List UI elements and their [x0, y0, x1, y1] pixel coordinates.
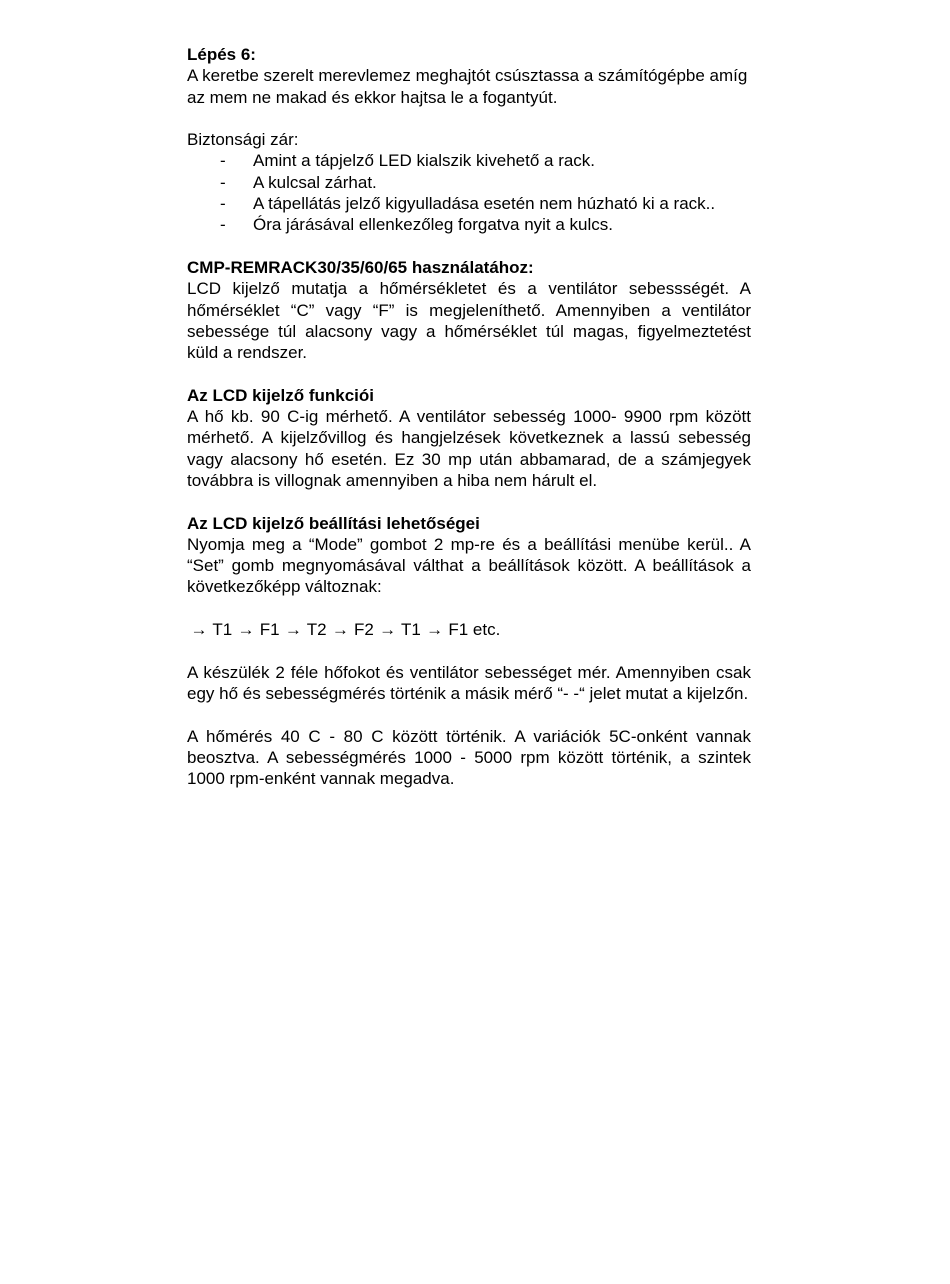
- lock-list-item: [187, 193, 751, 214]
- dash-bullet: -: [220, 172, 226, 192]
- ranges-text: A hőmérés 40 C - 80 C között történik. A variációk 5C-onként vannak beosztva. A sebességmérés 1000 - 5000 rpm között történik, a szintek 1000 rpm-enként vannak megadva.: [187, 726, 751, 789]
- measurement-text: A készülék 2 féle hőfokot és ventilátor sebességet mér. Amennyiben csak egy hő és sebességmérés történik a másik mérő “- -“ jelet mutat a kijelzőn.: [187, 662, 751, 703]
- sequence-section: [187, 619, 751, 640]
- arrow-right-icon: →: [237, 620, 255, 640]
- measurement-section: [187, 662, 751, 705]
- lock-list-item-text: A kulcsal zárhat.: [253, 172, 377, 192]
- usage-text: LCD kijelző mutatja a hőmérsékletet és a ventilátor sebessségét. A hőmérséklet “C” vagy “F” is megjeleníthető. Amennyiben a ventilátor sebessége túl alacsony vagy a hőmérséklet túl magas, figyelmeztetést küld a rendszer.: [187, 279, 751, 363]
- sequence-step: T1: [401, 620, 421, 640]
- arrow-right-icon: →: [190, 620, 208, 640]
- ranges-section: [187, 726, 751, 790]
- lock-list-item: [187, 214, 751, 235]
- sequence-step: F2: [354, 620, 374, 640]
- lcd-settings-text: Nyomja meg a “Mode” gombot 2 mp-re és a beállítási menübe kerül.. A “Set” gomb megnyomásával válthat a beállítások között. A beállítások a következőképp változnak:: [187, 534, 751, 597]
- usage-heading: CMP-REMRACK30/35/60/65 használatához:: [187, 257, 534, 277]
- lcd-functions-text: A hő kb. 90 C-ig mérhető. A ventilátor sebesség 1000- 9900 rpm között mérhető. A kijelzővillog és hangjelzések következnek a lassú sebesség vagy alacsony hő esetén. Ez 30 mp után abbamarad, de a számjegyek továbbra is villognak amennyiben a hiba nem hárult el.: [187, 407, 751, 490]
- lock-list: [187, 150, 751, 235]
- dash-bullet: -: [220, 151, 226, 171]
- document-page: [187, 44, 751, 811]
- lock-list-item-text: A tápellátás jelző kigyulladása esetén nem húzható ki a rack..: [253, 194, 716, 214]
- sequence-step: F1: [259, 620, 280, 640]
- sequence-step: T1: [212, 620, 233, 640]
- arrow-right-icon: →: [379, 620, 397, 640]
- step6-text: A keretbe szerelt merevlemez meghajtót csúsztassa a számítógépbe amíg az mem ne makad és ekkor hajtsa le a fogantyút.: [187, 66, 748, 107]
- sequence-step: T2: [306, 620, 327, 640]
- settings-sequence: [187, 619, 751, 640]
- lock-list-item: [187, 150, 751, 171]
- lock-list-item-text: Óra járásával ellenkezőleg forgatva nyit a kulcs.: [253, 215, 614, 235]
- sequence-step: F1 etc.: [448, 620, 501, 640]
- lcd-functions-section: [187, 385, 751, 491]
- lock-section: [187, 129, 751, 235]
- step6-section: [187, 44, 751, 108]
- dash-bullet: -: [220, 215, 226, 235]
- lcd-settings-section: [187, 513, 751, 598]
- arrow-right-icon: →: [331, 620, 349, 640]
- arrow-right-icon: →: [426, 620, 444, 640]
- usage-section: [187, 257, 751, 363]
- lcd-settings-heading: Az LCD kijelző beállítási lehetőségei: [187, 513, 480, 533]
- lock-list-item: [187, 172, 751, 193]
- lock-heading: Biztonsági zár:: [187, 130, 299, 150]
- lcd-functions-heading: Az LCD kijelző funkciói: [187, 385, 375, 405]
- dash-bullet: -: [220, 194, 226, 214]
- arrow-right-icon: →: [284, 620, 302, 640]
- step6-heading: Lépés 6:: [187, 45, 256, 64]
- lock-list-item-text: Amint a tápjelző LED kialszik kivehető a rack.: [253, 151, 596, 171]
